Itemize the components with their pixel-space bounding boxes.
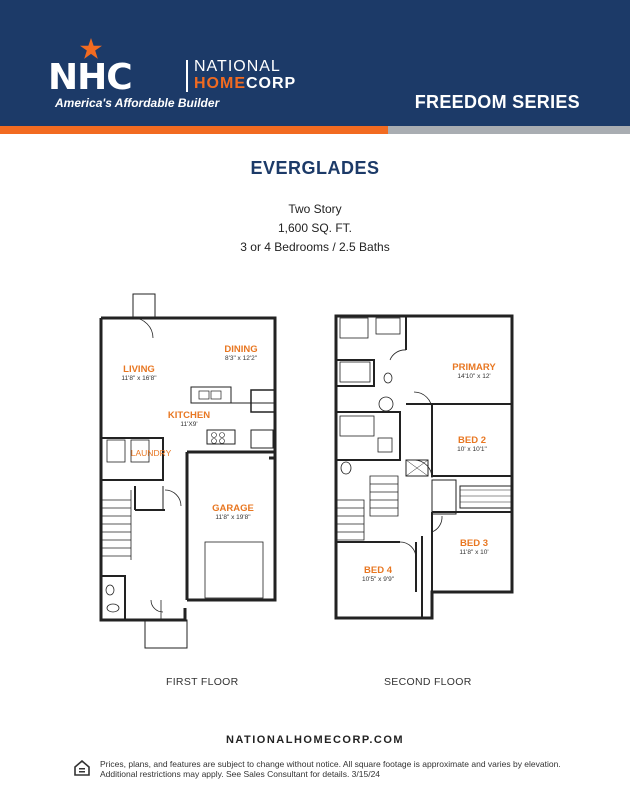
- tagline: America's Affordable Builder: [55, 96, 220, 110]
- room-primary-dim: 14'10" x 12': [457, 373, 491, 380]
- series-title: FREEDOM SERIES: [414, 92, 580, 112]
- room-laundry-label: LAUNDRY: [130, 448, 172, 458]
- logo-divider: [186, 60, 188, 92]
- room-bed4-dim: 10'5" x 9'9": [361, 576, 395, 583]
- logo-word-home: HOME: [194, 75, 246, 92]
- room-kitchen-dim: 11'X9': [180, 421, 198, 428]
- bed-bath-text: 3 or 4 Bedrooms / 2.5 Baths: [240, 240, 390, 254]
- stories-text: Two Story: [288, 202, 342, 216]
- room-bed3-label: BED 3: [460, 538, 488, 549]
- model-name: EVERGLADES: [250, 158, 380, 178]
- first-floor-caption: FIRST FLOOR: [166, 676, 239, 688]
- logo-word-homecorp: [194, 76, 296, 92]
- orange-stripe: [0, 126, 388, 134]
- equal-housing-icon: [74, 760, 90, 776]
- page-header: [0, 0, 630, 126]
- room-primary-label: PRIMARY: [452, 362, 496, 373]
- room-bed3-dim: 11'8" x 10': [459, 549, 489, 556]
- room-living-dim: 11'8" x 16'8": [121, 375, 157, 382]
- website-url[interactable]: NATIONALHOMECORP.COM: [225, 734, 405, 746]
- room-bed2-label: BED 2: [458, 435, 486, 446]
- logo-word-corp: CORP: [246, 75, 297, 92]
- first-floor-plan: [95, 290, 285, 660]
- sqft-text: 1,600 SQ. FT.: [277, 221, 353, 235]
- room-kitchen-label: KITCHEN: [167, 410, 211, 421]
- second-floor-plan: [330, 290, 520, 630]
- disclaimer-text: Prices, plans, and features are subject to change without notice. All square footage is approximate and varies by elevation. Additional restrictions may apply. See Sales Consultant for details. 3/15/24: [100, 759, 561, 779]
- grey-stripe: [388, 126, 630, 134]
- room-dining-dim: 8'3" x 12'2": [224, 355, 258, 362]
- logo-mark: NHC: [48, 57, 132, 98]
- room-bed4-label: BED 4: [364, 565, 392, 576]
- room-dining-label: DINING: [224, 344, 258, 355]
- company-logo: [48, 38, 348, 110]
- second-floor-caption: SECOND FLOOR: [384, 676, 472, 688]
- room-living-label: LIVING: [123, 364, 155, 375]
- room-bed2-dim: 10' x 10'1": [457, 446, 487, 453]
- room-garage-label: GARAGE: [212, 503, 254, 514]
- room-garage-dim: 11'8" x 19'8": [215, 514, 251, 521]
- logo-word-national: NATIONAL: [194, 58, 281, 75]
